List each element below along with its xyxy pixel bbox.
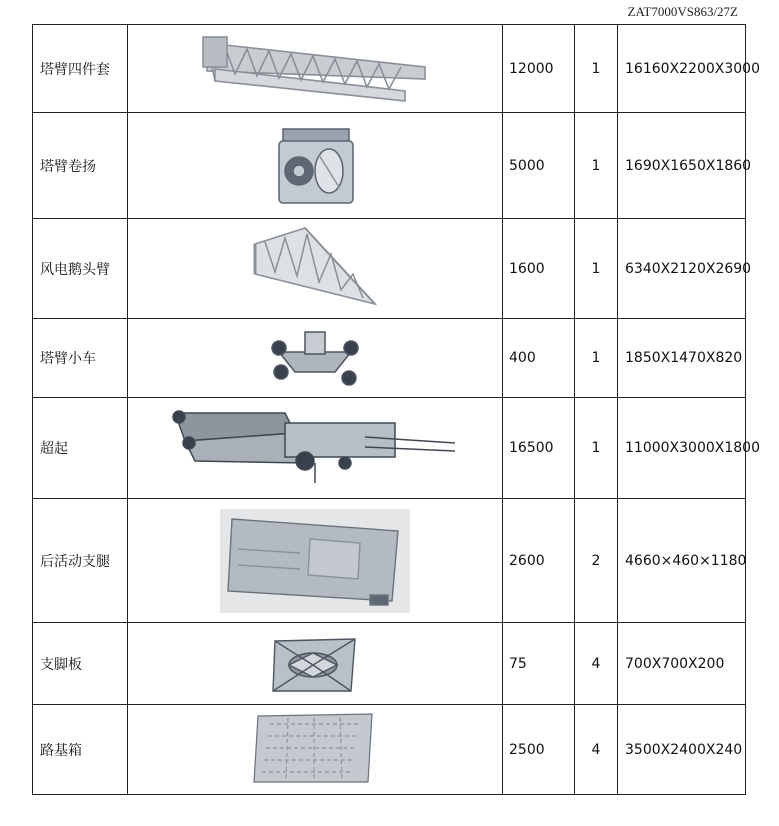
component-quantity: 1 — [575, 25, 618, 113]
component-weight: 5000 — [503, 113, 575, 219]
component-name: 塔臂四件套 — [33, 25, 128, 113]
table-row — [33, 319, 746, 398]
component-weight: 75 — [503, 623, 575, 705]
component-image-cell — [128, 623, 503, 705]
component-dimensions: 700X700X200 — [618, 623, 746, 705]
table-row — [33, 623, 746, 705]
wind-power-gooseneck-jib-illustration — [245, 224, 385, 314]
component-quantity: 1 — [575, 219, 618, 319]
superlift-illustration — [165, 403, 465, 493]
component-name: 超起 — [33, 398, 128, 499]
component-weight: 2600 — [503, 499, 575, 623]
table-row — [33, 113, 746, 219]
table-row — [33, 705, 746, 795]
component-dimensions: 4660×460×1180 — [618, 499, 746, 623]
component-name: 支脚板 — [33, 623, 128, 705]
component-weight: 1600 — [503, 219, 575, 319]
component-quantity: 1 — [575, 113, 618, 219]
tower-jib-section-illustration — [195, 29, 435, 109]
component-quantity: 4 — [575, 705, 618, 795]
component-dimensions: 16160X2200X3000 — [618, 25, 746, 113]
component-weight: 2500 — [503, 705, 575, 795]
table-row — [33, 219, 746, 319]
component-image-cell — [128, 398, 503, 499]
component-dimensions: 1690X1650X1860 — [618, 113, 746, 219]
component-name: 塔臂小车 — [33, 319, 128, 398]
rear-outrigger-illustration — [220, 509, 410, 613]
component-name: 后活动支腿 — [33, 499, 128, 623]
table-row — [33, 25, 746, 113]
component-image-cell — [128, 499, 503, 623]
component-image-cell — [128, 25, 503, 113]
outrigger-pad-illustration — [265, 631, 365, 697]
roadbed-box-illustration — [250, 710, 380, 790]
component-quantity: 4 — [575, 623, 618, 705]
component-dimensions: 6340X2120X2690 — [618, 219, 746, 319]
jib-trolley-illustration — [265, 328, 365, 388]
document-code: ZAT7000VS863/27Z — [627, 4, 738, 19]
component-dimensions: 11000X3000X1800 — [618, 398, 746, 499]
component-weight: 400 — [503, 319, 575, 398]
component-weight: 12000 — [503, 25, 575, 113]
component-image-cell — [128, 319, 503, 398]
component-dimensions: 1850X1470X820 — [618, 319, 746, 398]
component-weight: 16500 — [503, 398, 575, 499]
component-name: 风电鹅头臂 — [33, 219, 128, 319]
component-spec-table — [32, 24, 760, 795]
component-name: 塔臂卷扬 — [33, 113, 128, 219]
jib-winch-illustration — [265, 121, 365, 211]
component-image-cell — [128, 705, 503, 795]
component-name: 路基箱 — [33, 705, 128, 795]
component-dimensions: 3500X2400X240 — [618, 705, 746, 795]
component-image-cell — [128, 219, 503, 319]
table-row — [33, 398, 746, 499]
table-row — [33, 499, 746, 623]
component-quantity: 1 — [575, 319, 618, 398]
component-image-cell — [128, 113, 503, 219]
component-quantity: 1 — [575, 398, 618, 499]
component-quantity: 2 — [575, 499, 618, 623]
